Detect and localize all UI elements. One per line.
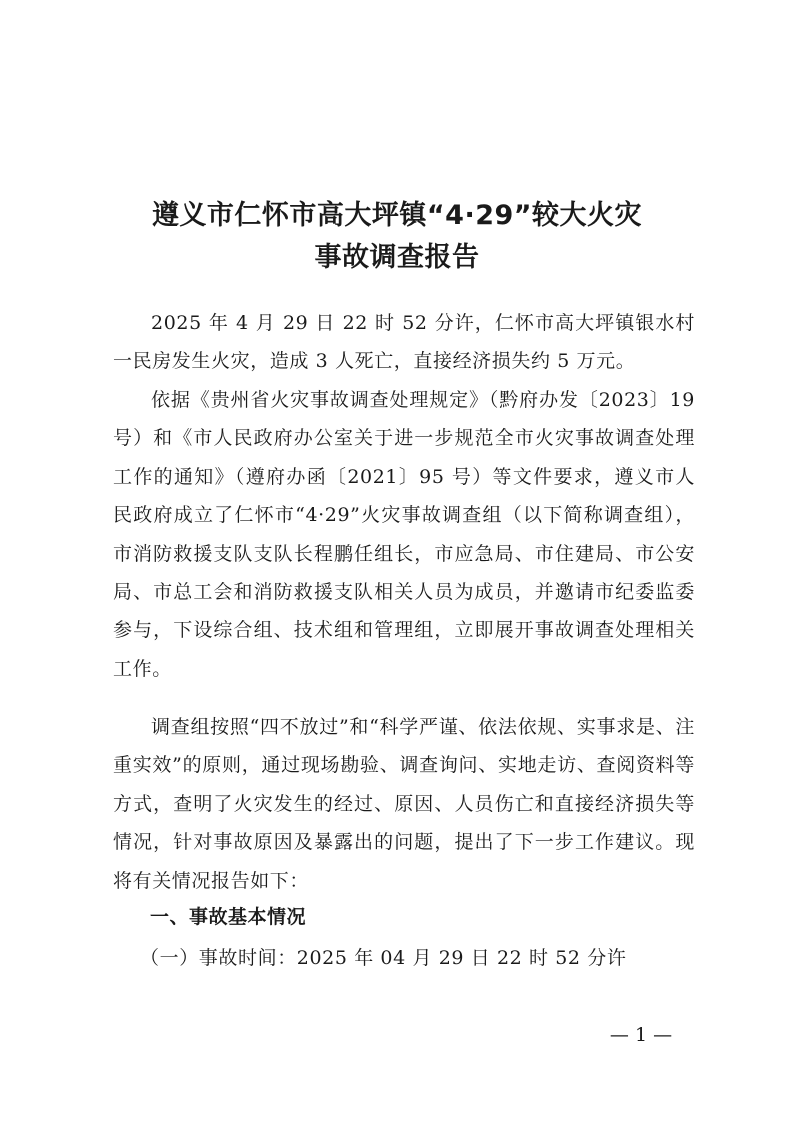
sub-item-incident-time: （一）事故时间：2025 年 04 月 29 日 22 时 52 分许 (140, 947, 627, 969)
report-title-line-1: 遵义市仁怀市高大坪镇“4·29”较大火灾 (151, 200, 643, 232)
page-number: — 1 — (609, 1024, 673, 1046)
paragraph-investigation-principles: 调查组按照“四不放过”和“科学严谨、依法依规、实事求是、注重实效”的原则，通过现场勘验、调查询问、实地走访、查阅资料等方式，查明了火灾发生的经过、原因、人员伤亡和直接经济损失等情况，针对事故原因及暴露出的问题，提出了下一步工作建议。现将有关情况报告如下： (113, 716, 695, 892)
paragraph-incident-summary: 2025 年 4 月 29 日 22 时 52 分许，仁怀市高大坪镇银水村一民房发生火灾，造成 3 人死亡，直接经济损失约 5 万元。 (113, 312, 695, 373)
report-title-line-2: 事故调查报告 (314, 242, 480, 274)
paragraph-investigation-basis: 依据《贵州省火灾事故调查处理规定》（黔府办发〔2023〕19 号）和《市人民政府办公室关于进一步规范全市火灾事故调查处理工作的通知》（遵府办函〔2021〕95 号）等文件要求，遵义市人民政府成立了仁怀市“4·29”火灾事故调查组（以下简称调查组），市消防救援支队支队长程鹏任组长，市应急局、市住建局、市公安局、市总工会和消防救援支队相关人员为成员，并邀请市纪委监委参与，下设综合组、技术组和管理组，立即展开事故调查处理相关工作。 (113, 389, 695, 680)
section-heading-basic-info: 一、事故基本情况 (150, 906, 307, 928)
